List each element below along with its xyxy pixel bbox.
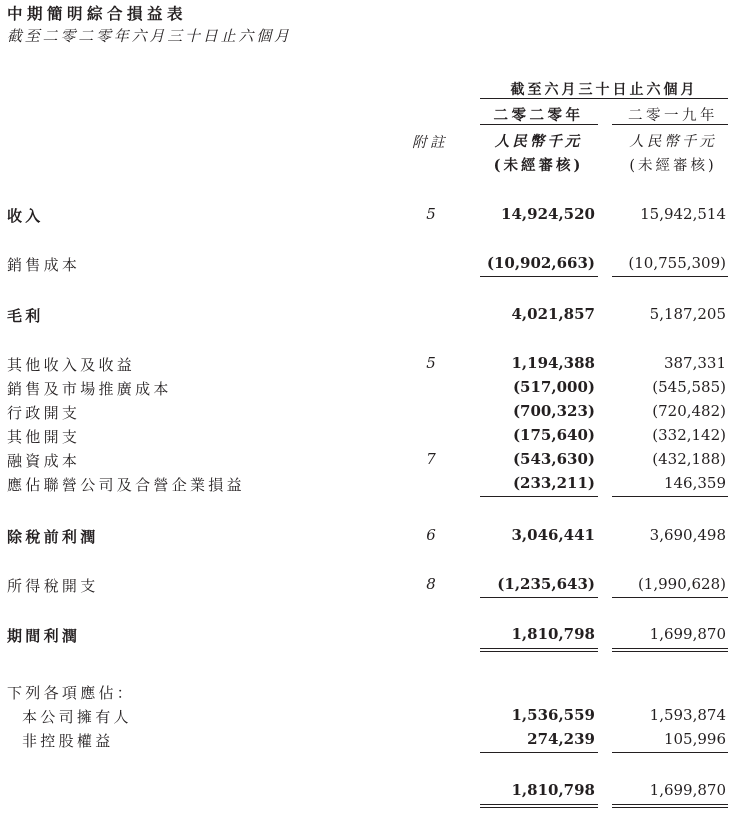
row-label: 應佔聯營公司及合營企業損益 [7,476,245,494]
value-2020: (517,000) [512,378,595,396]
double-underline-2020 [480,804,598,805]
year-2020-header: 二零二零年 [493,107,584,124]
value-2019: (720,482) [652,402,726,420]
value-2020: (1,235,643) [497,575,595,593]
value-2019: (545,585) [652,378,726,396]
value-2019: 1,699,870 [649,625,726,643]
double-underline-2019 [612,648,728,649]
double-underline-2020 [480,651,598,652]
row-note: 6 [426,526,436,544]
value-2020: (543,630) [512,450,595,468]
row-note: 5 [426,205,436,223]
value-2020: (233,211) [512,474,595,492]
unit-2020-header: 人民幣千元 [494,133,583,150]
value-2020: (10,902,663) [486,254,595,272]
row-label: 除稅前利潤 [7,528,99,546]
double-underline-2020 [480,807,598,808]
value-2019: 1,593,874 [649,706,726,724]
value-2020: 4,021,857 [511,305,595,323]
row-label: 本公司擁有人 [22,708,132,726]
value-2019: 105,996 [663,730,726,748]
subtotal-underline-2020 [480,597,598,598]
value-2019: (432,188) [652,450,726,468]
value-2019: 3,690,498 [649,526,726,544]
row-label: 毛利 [7,307,44,325]
value-2019: (10,755,309) [628,254,726,272]
row-label: 銷售及市場推廣成本 [7,380,172,398]
value-2019: (1,990,628) [637,575,726,593]
value-2020: 3,046,441 [511,526,595,544]
row-label: 非控股權益 [22,732,114,750]
value-2019: 146,359 [663,474,726,492]
double-underline-2019 [612,804,728,805]
row-label: 下列各項應佔： [7,684,136,702]
year-2019-header: 二零一九年 [628,108,718,124]
value-2019: 5,187,205 [649,305,726,323]
row-label: 銷售成本 [7,256,81,274]
value-2020: 1,536,559 [511,706,595,724]
row-note: 7 [426,450,436,468]
row-label: 期間利潤 [7,627,81,645]
value-2020: 1,810,798 [511,781,595,799]
value-2019: 387,331 [663,354,726,372]
subtotal-underline-2019 [612,496,728,497]
double-underline-2020 [480,648,598,649]
subtotal-underline-2019 [612,276,728,277]
value-2020: (175,640) [512,426,595,444]
double-underline-2019 [612,651,728,652]
year-2019-underline [612,124,728,125]
statement-title: 中期簡明綜合損益表 [7,4,188,23]
audit-2019-header: (未經審核) [629,158,717,174]
row-label: 所得稅開支 [7,577,99,595]
audit-2020-header: (未經審核) [493,157,584,174]
row-label: 融資成本 [7,452,81,470]
row-label: 行政開支 [7,404,81,422]
value-2019: (332,142) [652,426,726,444]
value-2020: (700,323) [512,402,595,420]
period-header: 截至六月三十日止六個月 [510,82,698,98]
value-2019: 15,942,514 [640,205,726,223]
note-column-header: 附註 [412,135,448,151]
unit-2019-header: 人民幣千元 [629,134,717,150]
subtotal-underline-2020 [480,276,598,277]
value-2020: 274,239 [527,730,595,748]
value-2019: 1,699,870 [649,781,726,799]
value-2020: 14,924,520 [501,205,595,223]
year-2020-underline [480,124,598,125]
subtotal-underline-2019 [612,597,728,598]
value-2020: 1,194,388 [511,354,595,372]
subtotal-underline-2019 [612,752,728,753]
double-underline-2019 [612,807,728,808]
row-note: 8 [426,575,436,593]
row-label: 收入 [7,207,44,225]
row-note: 5 [426,354,436,372]
period-header-underline [480,98,728,99]
subtotal-underline-2020 [480,752,598,753]
row-label: 其他收入及收益 [7,356,136,374]
statement-subtitle: 截至二零二零年六月三十日止六個月 [7,27,292,45]
row-label: 其他開支 [7,428,81,446]
subtotal-underline-2020 [480,496,598,497]
value-2020: 1,810,798 [511,625,595,643]
